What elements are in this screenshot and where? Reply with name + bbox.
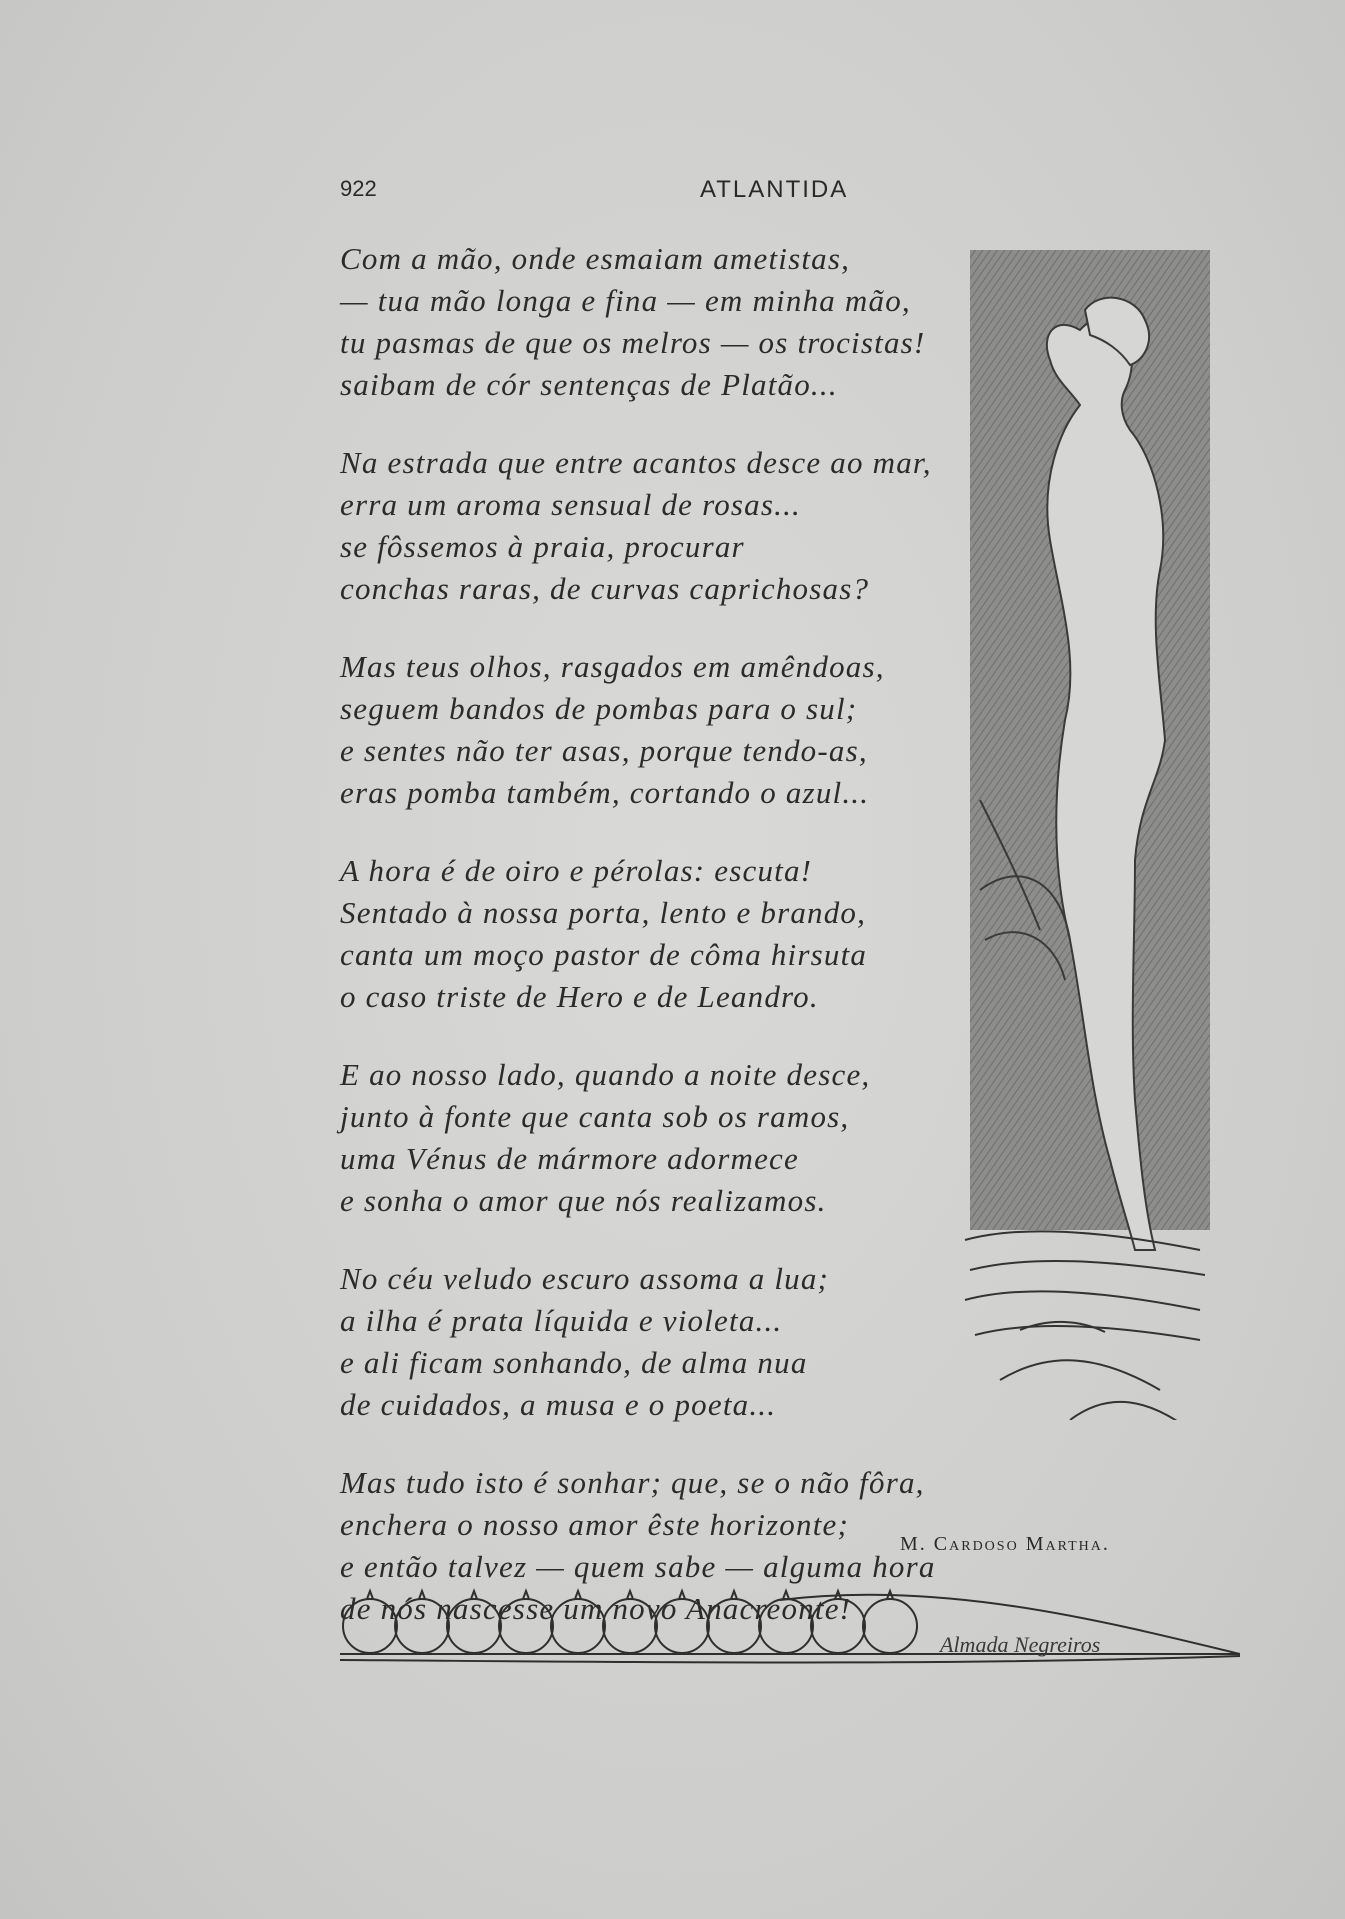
poem-line: canta um moço pastor de côma hirsuta <box>340 937 868 972</box>
ornament-circle <box>603 1599 657 1653</box>
poem-line: uma Vénus de mármore adormece <box>340 1141 799 1176</box>
poem-line: enchera o nosso amor êste horizonte; <box>340 1507 850 1542</box>
page-header <box>340 176 860 216</box>
ornament-circle <box>447 1599 501 1653</box>
poem-line: e sonha o amor que nós realizamos. <box>340 1183 827 1218</box>
ornament-stem <box>783 1591 789 1599</box>
ornament-stem <box>731 1591 737 1599</box>
stanza <box>340 1258 960 1426</box>
ornament-circle <box>343 1599 397 1653</box>
poem-body <box>340 238 960 1666</box>
ornament-stem <box>471 1591 477 1599</box>
poem-line: tu pasmas de que os melros — os trocistas! <box>340 325 926 360</box>
poem-line: e ali ficam sonhando, de alma nua <box>340 1345 808 1380</box>
poem-line: junto à fonte que canta sob os ramos, <box>340 1099 850 1134</box>
running-title: ATLANTIDA <box>700 176 849 203</box>
poem-line: eras pomba também, cortando o azul... <box>340 775 870 810</box>
ornament-circle <box>395 1599 449 1653</box>
stanza <box>340 442 960 610</box>
ornament-stem <box>523 1591 529 1599</box>
poem-line: saibam de cór sentenças de Platão... <box>340 367 838 402</box>
ornament-circle <box>759 1599 813 1653</box>
stanza <box>340 850 960 1018</box>
ornament-circle <box>655 1599 709 1653</box>
stanza <box>340 646 960 814</box>
poem-line: E ao nosso lado, quando a noite desce, <box>340 1057 871 1092</box>
poem-line: e então talvez — quem sabe — alguma hora <box>340 1549 936 1584</box>
ornament-circle <box>499 1599 553 1653</box>
poem-line: Mas teus olhos, rasgados em amêndoas, <box>340 649 885 684</box>
poem-line: de cuidados, a musa e o poeta... <box>340 1387 777 1422</box>
poem-line: Com a mão, onde esmaiam ametistas, <box>340 241 851 276</box>
poem-line: No céu veludo escuro assoma a lua; <box>340 1261 830 1296</box>
poem-line: Mas tudo isto é sonhar; que, se o não fôra, <box>340 1465 925 1500</box>
poem-line: de nós nascesse um novo Anacreonte! <box>340 1591 852 1626</box>
ornament-circle <box>551 1599 605 1653</box>
poem-line: seguem bandos de pombas para o sul; <box>340 691 858 726</box>
ornament-stem <box>575 1591 581 1599</box>
poem-line: conchas raras, de curvas caprichosas? <box>340 571 870 606</box>
artist-signature: Almada Negreiros <box>940 1632 1101 1657</box>
ornament-circle-row <box>343 1591 917 1653</box>
poem-line: A hora é de oiro e pérolas: escuta! <box>340 853 813 888</box>
ornament-stem <box>627 1591 633 1599</box>
ornament-circle <box>811 1599 865 1653</box>
water-waves <box>965 1231 1205 1420</box>
poem-line: e sentes não ter asas, porque tendo-as, <box>340 733 868 768</box>
poem-line: se fôssemos à praia, procurar <box>340 529 745 564</box>
ornament-circle <box>707 1599 761 1653</box>
decorative-ornament <box>340 1580 1240 1670</box>
poem-line: o caso triste de Hero e de Leandro. <box>340 979 819 1014</box>
poem-line: Na estrada que entre acantos desce ao mar, <box>340 445 932 480</box>
venus-figure-illustration <box>960 240 1220 1420</box>
stanza <box>340 1054 960 1222</box>
ornament-stem <box>679 1591 685 1599</box>
ornament-stem <box>367 1591 373 1599</box>
stanza <box>340 238 960 406</box>
page-number: 922 <box>340 176 377 201</box>
poem-line: erra um aroma sensual de rosas... <box>340 487 801 522</box>
poem-line: — tua mão longa e fina — em minha mão, <box>340 283 911 318</box>
author-signature: M. Cardoso Martha. <box>900 1533 1110 1555</box>
ornament-circle <box>863 1599 917 1653</box>
poem-line: a ilha é prata líquida e violeta... <box>340 1303 783 1338</box>
poem-line: Sentado à nossa porta, lento e brando, <box>340 895 867 930</box>
ornament-stem <box>419 1591 425 1599</box>
